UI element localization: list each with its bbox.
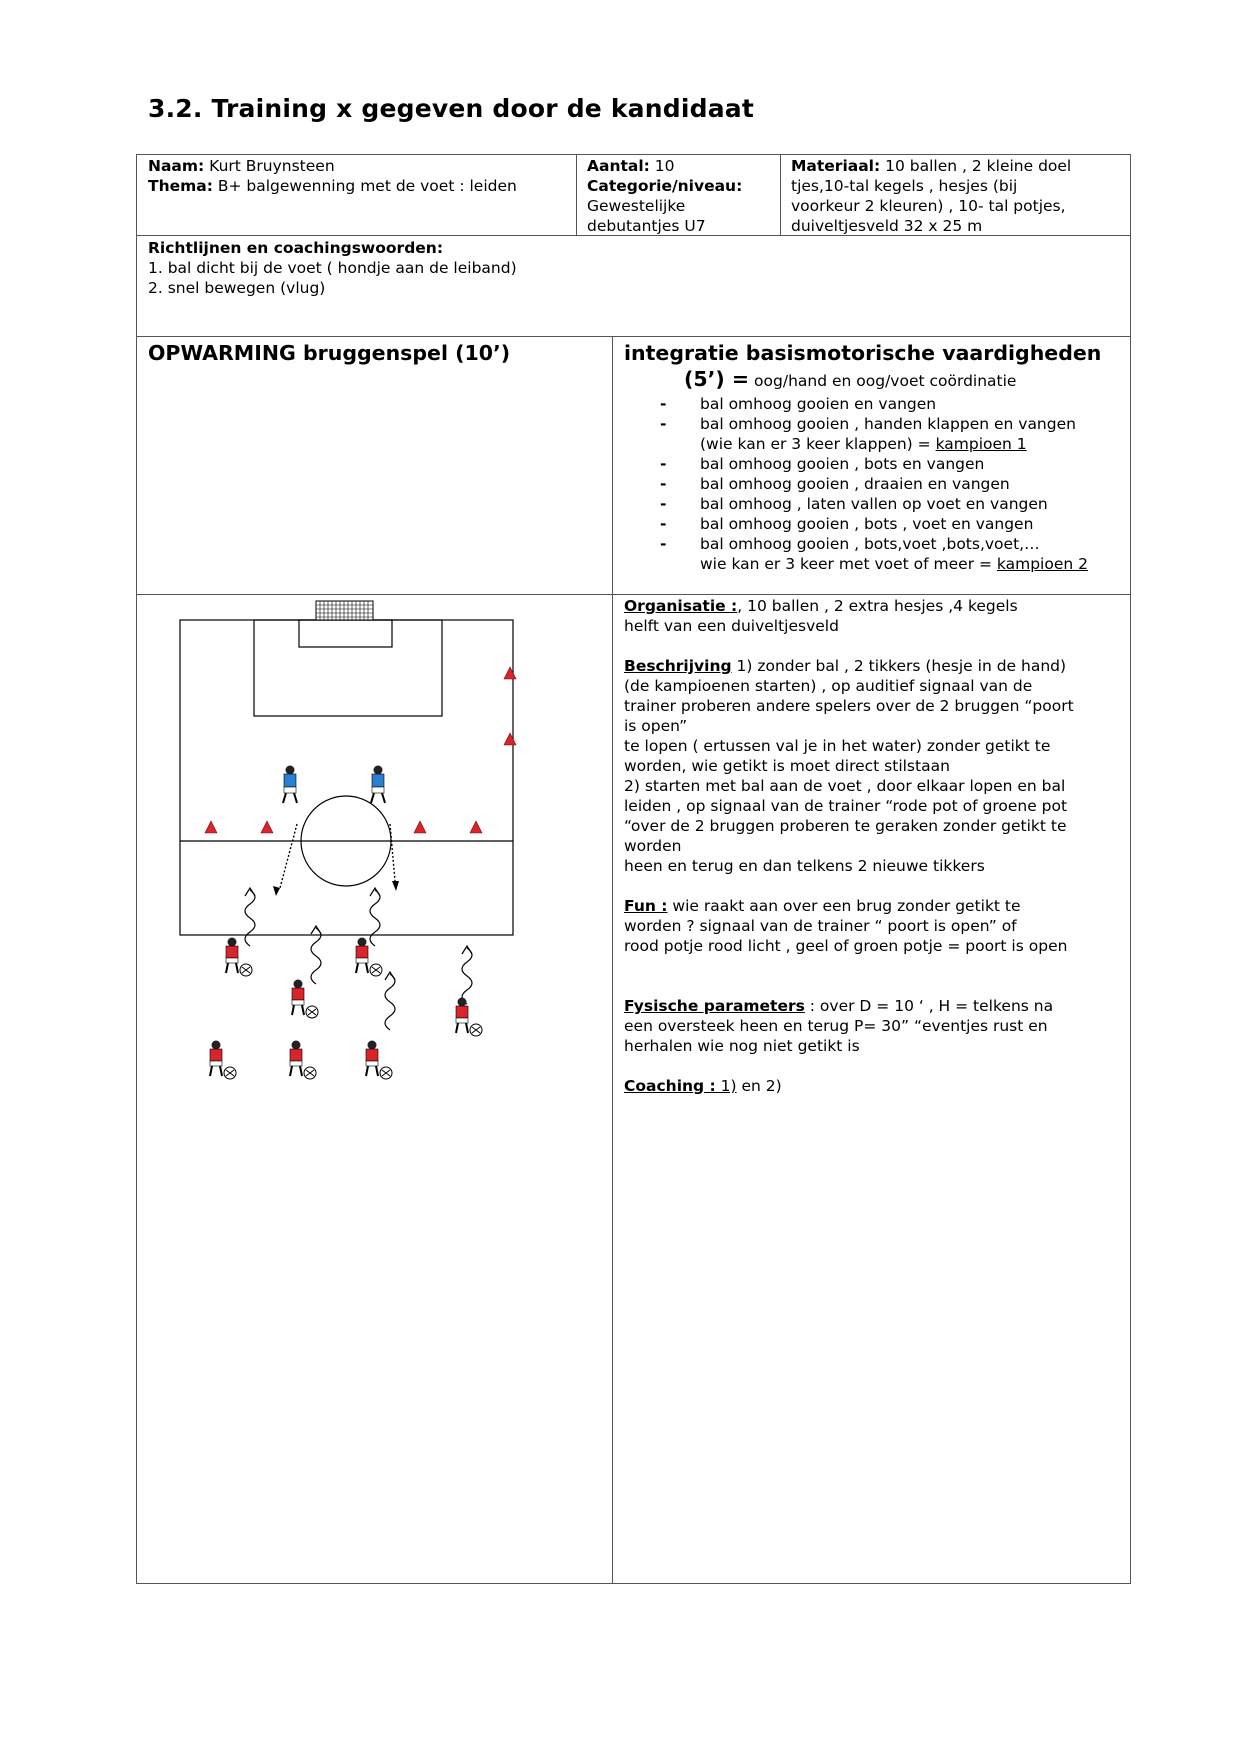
materiaal-label: Materiaal: <box>791 157 881 175</box>
richtlijnen-cell <box>148 238 1108 298</box>
richtlijnen-line: 1. bal dicht bij de voet ( hondje aan de leiband) <box>148 259 517 277</box>
integratie-item <box>660 414 1124 454</box>
field-diagram <box>150 596 570 1096</box>
integratie-item-text: bal omhoog gooien , draaien en vangen <box>700 475 1010 493</box>
player-red-icon <box>210 1041 222 1077</box>
fysisch-label: Fysische parameters <box>624 997 805 1015</box>
beschrijving-label: Beschrijving <box>624 657 732 675</box>
integratie-item <box>660 534 1124 574</box>
arrow-icon <box>385 974 395 1030</box>
ball-icon <box>370 964 382 976</box>
col-divider <box>612 336 613 1584</box>
beschrijving-line: 1) zonder bal , 2 tikkers (hesje in de hand) <box>731 657 1067 675</box>
ball-icon <box>304 1067 316 1079</box>
bullet-dash: - <box>660 475 667 493</box>
row-divider <box>136 336 1131 337</box>
cone-icon <box>504 733 516 745</box>
player-red-icon <box>290 1041 302 1077</box>
beschrijving-line: te lopen ( ertussen val je in het water) zonder getikt te <box>624 737 1051 755</box>
cone-icon <box>414 821 426 833</box>
thema-value: B+ balgewenning met de voet : leiden <box>212 177 517 195</box>
integratie-item-text: bal omhoog gooien , bots en vangen <box>700 455 985 473</box>
integratie-item-continuation: wie kan er 3 keer met voet of meer = <box>700 555 997 573</box>
arrowhead <box>273 886 280 896</box>
integratie-item-text: bal omhoog gooien , handen klappen en vangen <box>700 415 1076 433</box>
integratie-list <box>624 394 1124 574</box>
fun-line: worden ? signaal van de trainer “ poort is open” of <box>624 917 1017 935</box>
beschrijving-line: is open” <box>624 717 688 735</box>
arrowhead <box>385 972 395 980</box>
cone-icon <box>504 667 516 679</box>
fun-line: rood potje rood licht , geel of groen potje = poort is open <box>624 937 1068 955</box>
bullet-dash: - <box>660 535 667 553</box>
cone-icon <box>470 821 482 833</box>
player-blue-icon <box>371 766 385 804</box>
row-divider <box>136 594 1131 595</box>
organisatie-label: Organisatie : <box>624 597 738 615</box>
ball-icon <box>240 964 252 976</box>
materiaal-line: tjes,10-tal kegels , hesjes (bij <box>791 177 1018 195</box>
integratie-title: integratie basismotorische vaardigheden <box>624 341 1102 365</box>
beschrijving-line: 2) starten met bal aan de voet , door elkaar lopen en bal <box>624 777 1066 795</box>
cone-icon <box>205 821 217 833</box>
col-divider <box>576 154 577 235</box>
aantal-cell <box>587 156 777 236</box>
integratie-item <box>660 494 1124 514</box>
integratie-item <box>660 514 1124 534</box>
categorie-line: debutantjes U7 <box>587 217 706 235</box>
beschrijving-line: worden <box>624 837 682 855</box>
naam-thema-cell <box>148 156 568 196</box>
integratie-cell <box>624 340 1124 574</box>
bullet-dash: - <box>660 495 667 513</box>
ball-icon <box>470 1024 482 1036</box>
richtlijnen-line: 2. snel bewegen (vlug) <box>148 279 326 297</box>
beschrijving-line: (de kampioenen starten) , op auditief signaal van de <box>624 677 1033 695</box>
integratie-item-text: bal omhoog gooien en vangen <box>700 395 937 413</box>
bullet-dash: - <box>660 415 667 433</box>
player-red-icon <box>292 980 304 1016</box>
richtlijnen-label: Richtlijnen en coachingswoorden: <box>148 239 444 257</box>
beschrijving-line: “over de 2 bruggen proberen te geraken zonder getikt te <box>624 817 1067 835</box>
arrowhead <box>311 926 321 934</box>
naam-value: Kurt Bruynsteen <box>204 157 335 175</box>
categorie-label: Categorie/niveau: <box>587 177 743 195</box>
materiaal-line: voorkeur 2 kleuren) , 10- tal potjes, <box>791 197 1066 215</box>
ball-icon <box>224 1067 236 1079</box>
field-outline <box>180 620 513 935</box>
materiaal-line: 10 ballen , 2 kleine doel <box>880 157 1072 175</box>
organisatie-text: helft van een duiveltjesveld <box>624 617 839 635</box>
arrow-icon <box>280 824 297 888</box>
beschrijving-line: worden, wie getikt is moet direct stilstaan <box>624 757 950 775</box>
arrowhead <box>392 881 399 891</box>
materiaal-line: duiveltjesveld 32 x 25 m <box>791 217 983 235</box>
fysisch-line: : over D = 10 ‘ , H = telkens na <box>804 997 1054 1015</box>
fun-label: Fun : <box>624 897 668 915</box>
player-blue-icon <box>283 766 297 804</box>
player-red-icon <box>356 938 368 974</box>
penalty-area <box>254 620 442 716</box>
arrow-icon <box>370 890 380 946</box>
beschrijving-line: trainer proberen andere spelers over de 2 bruggen “poort <box>624 697 1074 715</box>
arrow-icon <box>311 928 321 984</box>
aantal-label: Aantal: <box>587 157 650 175</box>
naam-label: Naam: <box>148 157 205 175</box>
beschrijving-line: leiden , op signaal van de trainer “rode pot of groene pot <box>624 797 1068 815</box>
integratie-item <box>660 454 1124 474</box>
col-divider <box>780 154 781 235</box>
integratie-item-text: bal omhoog , laten vallen op voet en vangen <box>700 495 1048 513</box>
arrowhead <box>370 888 380 896</box>
materiaal-cell <box>791 156 1127 236</box>
integratie-item-text: bal omhoog gooien , bots,voet ,bots,voet,… <box>700 535 1040 553</box>
integratie-item <box>660 394 1124 414</box>
bullet-dash: - <box>660 395 667 413</box>
arrowhead <box>462 946 472 954</box>
integratie-subtitle: oog/hand en oog/voet coördinatie <box>749 372 1017 390</box>
organisatie-text: , 10 ballen , 2 extra hesjes ,4 kegels <box>737 597 1018 615</box>
thema-label: Thema: <box>148 177 213 195</box>
cone-icon <box>261 821 273 833</box>
player-red-icon <box>366 1041 378 1077</box>
fun-line: wie raakt aan over een brug zonder getikt te <box>667 897 1021 915</box>
integratie-item-text: bal omhoog gooien , bots , voet en vangen <box>700 515 1034 533</box>
goal-area <box>299 620 392 647</box>
bullet-dash: - <box>660 515 667 533</box>
fysisch-line: herhalen wie nog niet getikt is <box>624 1037 860 1055</box>
kampioen-label: kampioen 1 <box>935 435 1027 453</box>
kampioen-label: kampioen 2 <box>996 555 1088 573</box>
goal-net-icon <box>316 601 373 620</box>
bullet-dash: - <box>660 455 667 473</box>
integratie-duration: (5’) = <box>684 367 750 391</box>
page-title: 3.2. Training x gegeven door de kandidaat <box>148 94 754 123</box>
categorie-line: Gewestelijke <box>587 197 686 215</box>
player-red-icon <box>456 998 468 1034</box>
organisatie-cell <box>624 596 1124 1096</box>
integratie-item-continuation: (wie kan er 3 keer klappen) = <box>700 435 936 453</box>
coaching-text: en 2) <box>736 1077 782 1095</box>
integratie-item <box>660 474 1124 494</box>
player-red-icon <box>226 938 238 974</box>
arrow-icon <box>462 948 472 1004</box>
opwarming-title: OPWARMING bruggenspel (10’) <box>148 341 511 365</box>
ball-icon <box>380 1067 392 1079</box>
coaching-ref: 1) <box>715 1077 737 1095</box>
ball-icon <box>306 1006 318 1018</box>
coaching-label: Coaching : <box>624 1077 716 1095</box>
arrow-icon <box>390 824 395 881</box>
aantal-value: 10 <box>649 157 675 175</box>
arrowhead <box>245 888 255 896</box>
fysisch-line: een oversteek heen en terug P= 30” “eventjes rust en <box>624 1017 1048 1035</box>
beschrijving-line: heen en terug en dan telkens 2 nieuwe tikkers <box>624 857 985 875</box>
arrow-icon <box>245 890 255 946</box>
